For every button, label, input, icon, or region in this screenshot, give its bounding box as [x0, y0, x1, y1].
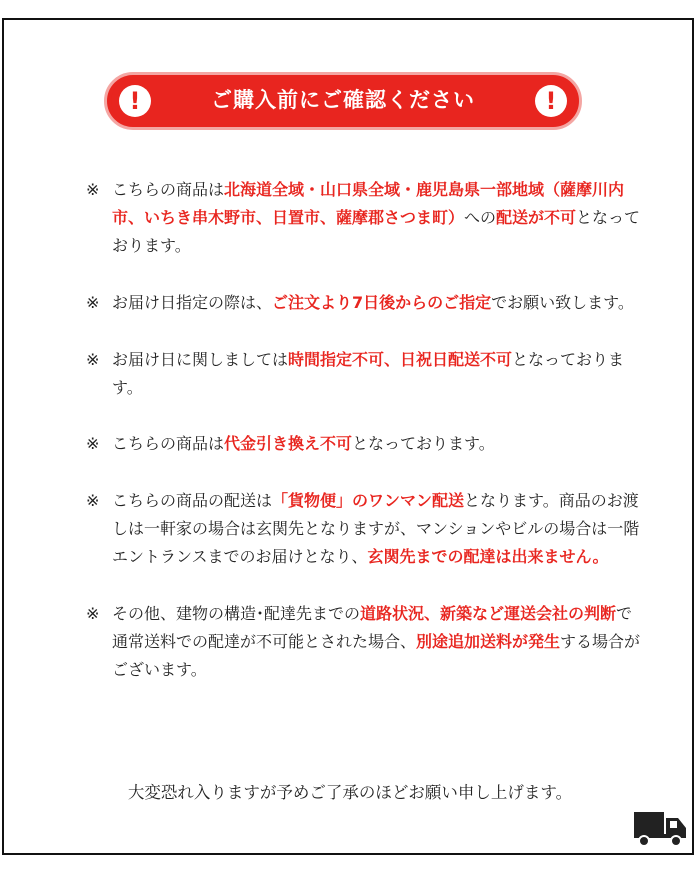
exclamation-icon: !: [535, 85, 567, 117]
note-mark: ※: [86, 350, 100, 369]
note-mark: ※: [86, 604, 100, 623]
note-segment: その他、建物の構造･配達先までの: [112, 604, 361, 623]
notice-banner: [104, 72, 582, 130]
note-highlight: 「貨物便」のワンマン配送: [272, 491, 465, 510]
note-segment: お届け日指定の際は、: [112, 293, 273, 312]
note-text: [112, 293, 634, 312]
note-highlight: 道路状況、新築など運送会社の判断: [360, 604, 617, 623]
note-mark: ※: [86, 180, 100, 199]
note-segment: お届け日に関しましては: [112, 350, 289, 369]
note-text: [112, 491, 639, 566]
note-item: [86, 176, 646, 260]
note-segment: こちらの商品は: [112, 434, 225, 453]
note-mark: ※: [86, 434, 100, 453]
note-segment: で通常送料での配達が不可能とされた場合、: [112, 604, 633, 651]
exclamation-icon: !: [119, 85, 151, 117]
note-segment: となっております。: [112, 208, 641, 255]
note-segment: こちらの商品は: [112, 180, 225, 199]
note-segment: こちらの商品の配送は: [112, 491, 273, 510]
note-item: [86, 289, 646, 317]
note-mark: ※: [86, 293, 100, 312]
note-segment: となっております。: [112, 350, 625, 397]
note-highlight: 配送が不可: [496, 208, 577, 227]
note-highlight: ご注文より7日後からのご指定: [272, 293, 492, 312]
note-item: [86, 430, 646, 458]
note-highlight: 時間指定不可、日祝日配送不可: [288, 350, 513, 369]
note-text: [112, 350, 624, 397]
note-segment: となります。商品のお渡しは一軒家の場合は玄関先となりますが、マンションやビルの場合は一階エントランスまでのお届けとなり、: [112, 491, 640, 566]
note-text: [112, 604, 640, 679]
banner-title: ご購入前にご確認ください: [211, 88, 475, 112]
note-highlight: 代金引き換え不可: [224, 434, 353, 453]
note-highlight: 別途追加送料が発生: [416, 632, 561, 651]
note-item: [86, 346, 646, 402]
note-mark: ※: [86, 491, 100, 510]
note-segment: する場合がございます。: [112, 632, 641, 679]
note-highlight: 玄関先までの配達は出来ません。: [367, 547, 609, 566]
note-highlight: 北海道全域・山口県全域・鹿児島県一部地域（薩摩川内市、いちき串木野市、日置市、薩摩郡さつま町）: [112, 180, 625, 227]
note-item: [86, 487, 646, 571]
note-item: [86, 600, 646, 684]
note-text: [112, 180, 640, 255]
closing-message: 大変恐れ入りますが予めご了承のほどお願い申し上げます。: [127, 783, 573, 802]
note-segment: となっております。: [352, 434, 495, 453]
truck-icon: [632, 806, 688, 848]
note-segment: への: [464, 208, 497, 227]
note-text: [112, 434, 495, 453]
note-segment: でお願い致します。: [491, 293, 634, 312]
notes-list: [86, 176, 646, 713]
